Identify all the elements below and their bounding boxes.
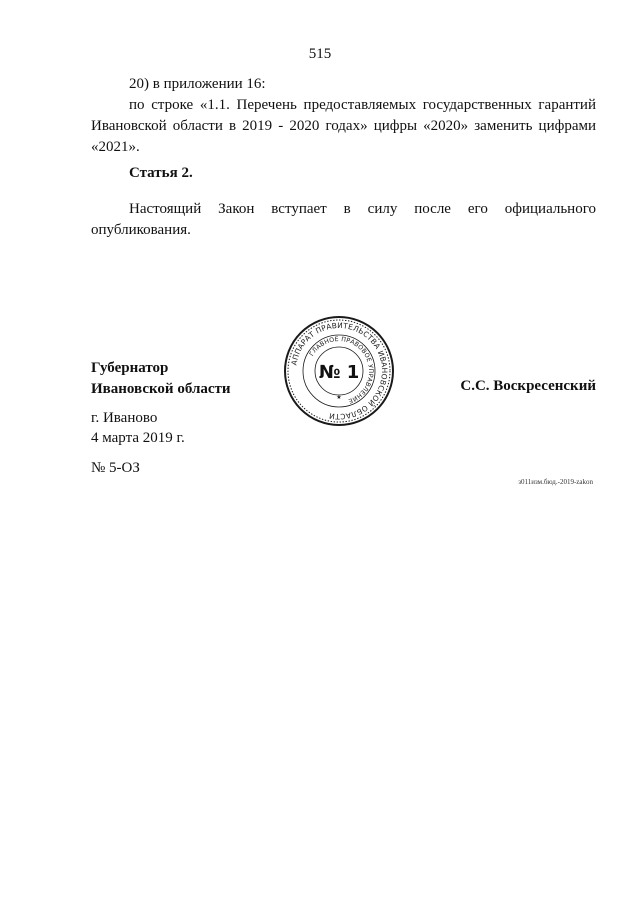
signature-name: С.С. Воскресенский	[460, 378, 596, 394]
stamp-ring-text: АППАРАТ ПРАВИТЕЛЬСТВА ИВАНОВСКОЙ ОБЛАСТИ	[289, 320, 390, 422]
stamp-star-icon: ★	[336, 394, 342, 401]
signature-position-line2: Ивановской области	[91, 381, 231, 397]
city: г. Иваново	[91, 410, 158, 426]
amendment-text: по строке «1.1. Перечень предоставляемых государственных гарантий Ивановской области в 2019 - 2020 годах» цифры «2020» заменить цифрами «2021».	[91, 97, 596, 155]
signature-position	[91, 358, 231, 400]
official-stamp	[283, 315, 395, 427]
article-title: Статья 2.	[129, 165, 193, 181]
amendment-item: 20) в приложении 16:	[129, 76, 266, 92]
stamp-inner-text: ГЛАВНОЕ ПРАВОВОЕ УПРАВЛЕНИЕ	[308, 335, 375, 405]
amendment-block	[91, 74, 596, 158]
date: 4 марта 2019 г.	[91, 430, 185, 446]
page-number: 515	[308, 46, 332, 62]
stamp-number: № 1	[318, 362, 360, 383]
signature-position-line1: Губернатор	[91, 360, 169, 376]
article-block	[91, 199, 596, 241]
article-text: Настоящий Закон вступает в силу после его официального опубликования.	[91, 201, 596, 238]
file-code: з011изм.бюд.-2019-zakon	[518, 478, 593, 486]
place-date-block	[91, 408, 185, 448]
law-number: № 5-ОЗ	[91, 460, 140, 476]
